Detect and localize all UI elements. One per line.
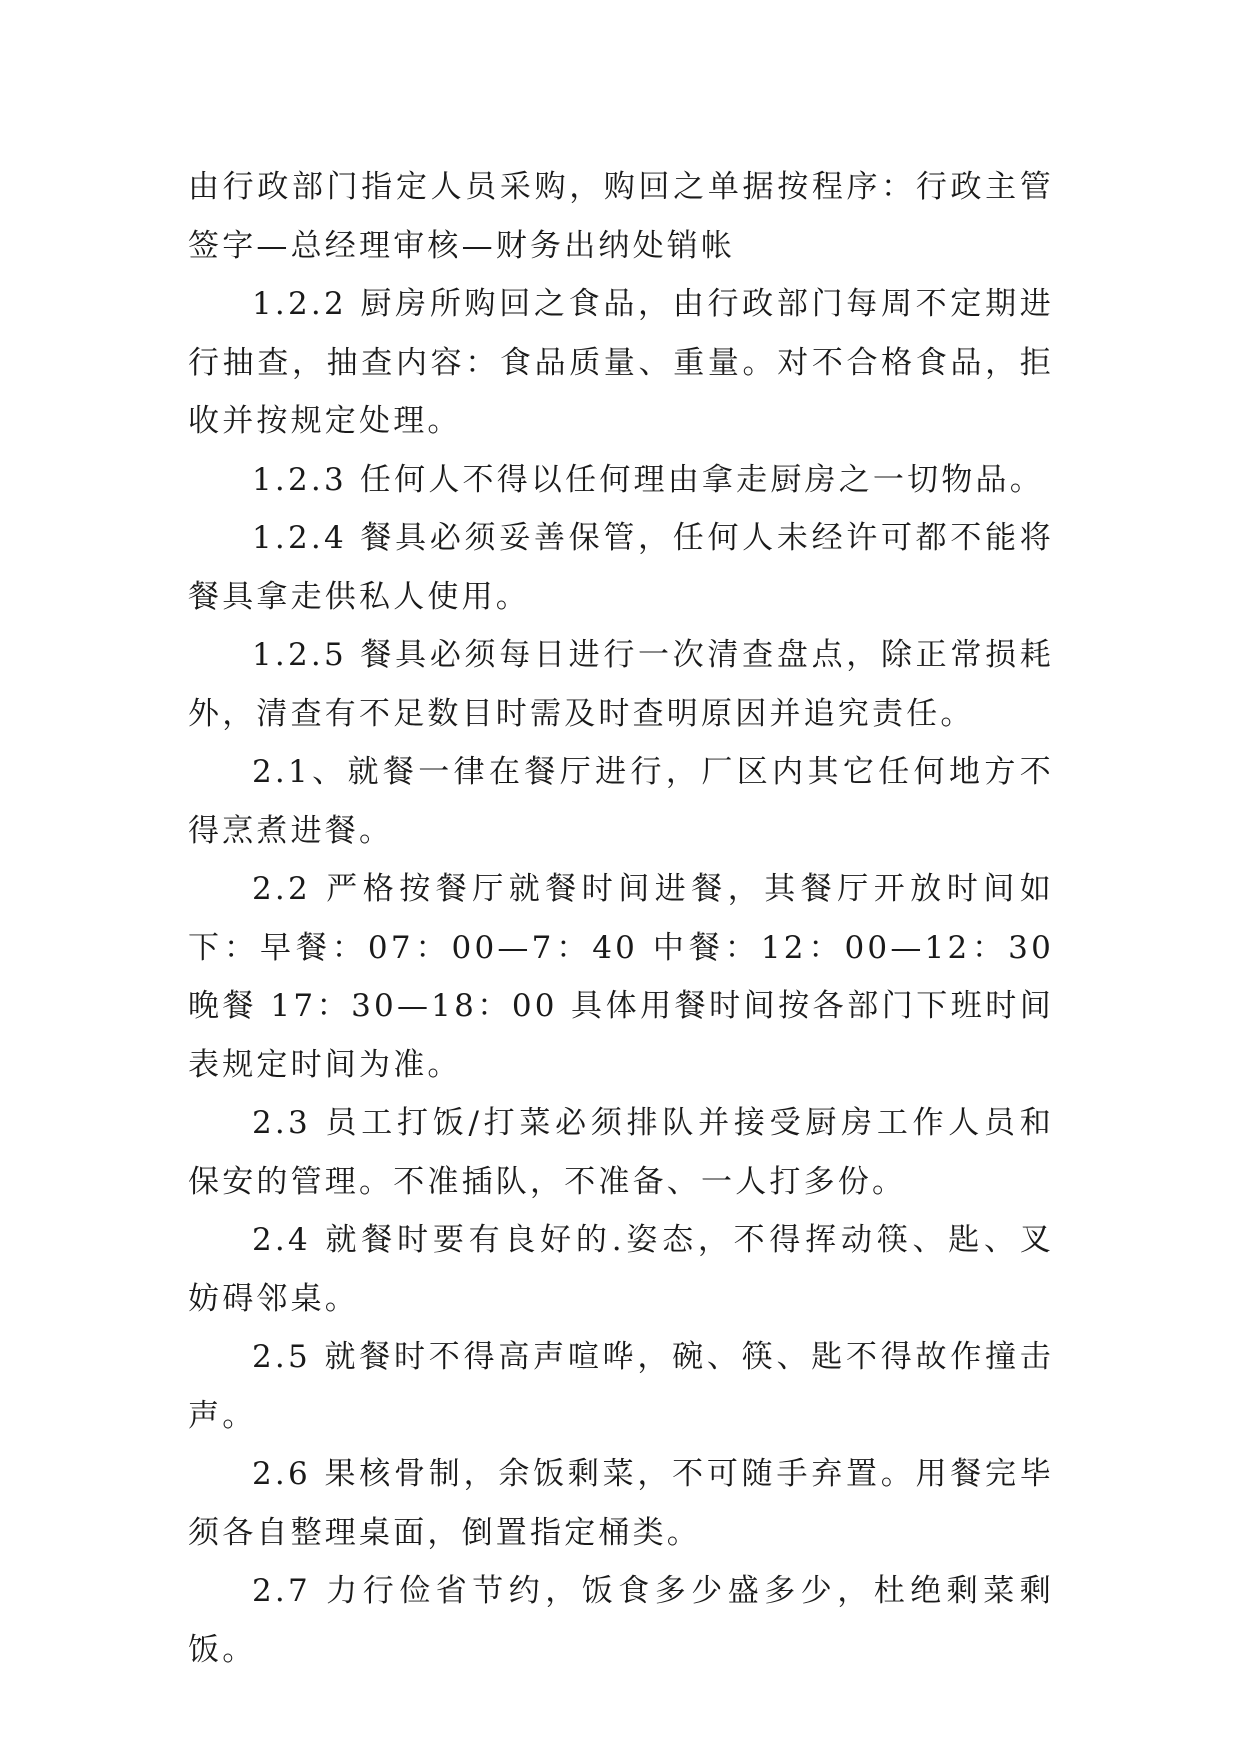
paragraph-1-2-3: 1.2.3 任何人不得以任何理由拿走厨房之一切物品。 (252, 461, 1044, 498)
paragraph-2-5: 2.5 就餐时不得高声喧哗，碗、筷、匙不得故作撞击声。 (188, 1339, 1054, 1434)
paragraph-2-3: 2.3 员工打饭/打菜必须排队并接受厨房工作人员和保安的管理。不准插队，不准备、一人打多份。 (188, 1105, 1054, 1200)
paragraph-1-2-5: 1.2.5 餐具必须每日进行一次清查盘点，除正常损耗外，清查有不足数目时需及时查明原因并追究责任。 (188, 637, 1054, 732)
paragraph-purchase-procedure: 由行政部门指定人员采购，购回之单据按程序：行政主管签字—总经理审核—财务出纳处销帐 (188, 169, 1054, 264)
document-body (188, 158, 1054, 1679)
paragraph-1-2-4: 1.2.4 餐具必须妥善保管，任何人未经许可都不能将餐具拿走供私人使用。 (188, 520, 1054, 615)
paragraph-2-2: 2.2 严格按餐厅就餐时间进餐，其餐厅开放时间如下：早餐：07：00—7：40 中餐：12：00—12：30 晚餐 17：30—18：00 具体用餐时间按各部门下班时间表规定时间为准。 (188, 871, 1054, 1083)
paragraph-1-2-2: 1.2.2 厨房所购回之食品，由行政部门每周不定期进行抽查，抽查内容：食品质量、重量。对不合格食品，拒收并按规定处理。 (188, 286, 1054, 439)
paragraph-2-4: 2.4 就餐时要有良好的.姿态，不得挥动筷、匙、叉妨碍邻桌。 (188, 1222, 1054, 1317)
paragraph-2-7: 2.7 力行俭省节约，饭食多少盛多少，杜绝剩菜剩饭。 (188, 1573, 1054, 1668)
paragraph-2-6: 2.6 果核骨制，余饭剩菜，不可随手弃置。用餐完毕须各自整理桌面，倒置指定桶类。 (188, 1456, 1054, 1551)
paragraph-2-1: 2.1、就餐一律在餐厅进行，厂区内其它任何地方不得烹煮进餐。 (188, 754, 1054, 849)
